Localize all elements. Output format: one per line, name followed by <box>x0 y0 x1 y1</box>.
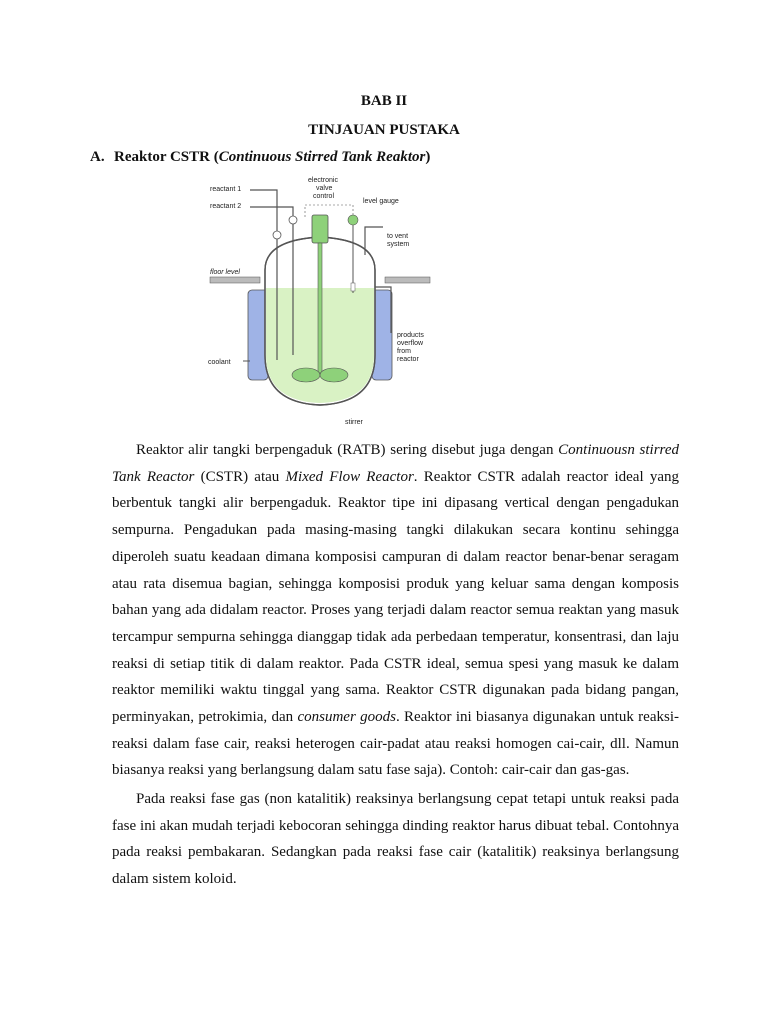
label-products-1: products <box>397 332 424 339</box>
cstr-diagram-svg <box>205 175 435 430</box>
label-stirrer: stirrer <box>345 419 363 426</box>
valve1-icon <box>273 231 281 239</box>
p1-segment-3: (CSTR) atau <box>194 468 286 485</box>
p1-segment-6: consumer goods <box>297 709 396 726</box>
level-gauge-icon <box>348 215 358 225</box>
paragraph-2 <box>112 786 679 893</box>
label-floor-level: floor level <box>210 269 240 276</box>
label-products-3: from <box>397 348 411 355</box>
label-coolant: coolant <box>208 359 231 366</box>
paragraph-1 <box>112 437 679 784</box>
label-valve-3: control <box>313 193 335 200</box>
chapter-title: TINJAUAN PUSTAKA <box>308 122 460 138</box>
p1-segment-2: Continuousn stirred Tank Reactor <box>112 442 679 485</box>
label-products-2: overflow <box>397 340 424 347</box>
chapter-heading: BAB II <box>360 93 408 109</box>
label-level-gauge: level gauge <box>363 198 399 205</box>
stirrer-blade-left <box>292 368 320 382</box>
label-vent-1: to vent <box>387 233 409 240</box>
p1-segment-1: Reaktor alir tangki berpengaduk (RATB) sering disebut juga dengan <box>136 442 559 458</box>
stirrer-shaft <box>318 243 322 373</box>
label-reactant2: reactant 2 <box>210 203 242 210</box>
section-title-italic: Continuous Stirred Tank Reaktor <box>218 149 426 165</box>
label-vent-2: system <box>387 241 410 248</box>
p1-segment-5: . Reaktor CSTR adalah reactor ideal yang berbentuk tangki alir berpengaduk. Reaktor tipe ini dipasang vertical dengan pengadukan sempurna. Pengadukan pada masing-masing tangki dilakukan secara kontinu sehingga diperoleh suatu keadaan dimana komposisi campuran di dalam reactor benar-benar seragam atau rata disemua bagian, sehingga komposisi produk yang keluar sama dengan komposis bahan yang ada didalam reactor. Proses yang terjadi dalam reactor semua reaktan yang masuk tercampur sempurna sehingga dianggap tidak ada perbedaan temperatur, konsentrasi, dan laju reaksi di setiap titik di dalam reaktor. Pada CSTR ideal, semua spesi yang masuk ke dalam reaktor memiliki waktu tinggal yang sama. Reaktor CSTR digunakan pada bidang pangan, perminyakan, petrokimia, dan <box>112 468 680 726</box>
floor-right <box>385 277 430 283</box>
label-products-4: reactor <box>397 356 419 363</box>
stirrer-motor <box>312 215 328 243</box>
valve2-icon <box>289 216 297 224</box>
p1-segment-7: . Reaktor ini biasanya digunakan untuk reaksi-reaksi dalam fase cair, reaksi heterogen cair-padat atau reaksi homogen cai-cair, dll. Namun biasanya reaksi yang berlangsung dalam satu fase saja). Contoh: cair-cair dan gas-gas. <box>112 709 679 779</box>
p2-text: Pada reaksi fase gas (non katalitik) reaksinya berlangsung cepat tetapi untuk reaksi pada fase ini akan mudah terjadi kebocoran sehingga dinding reaktor harus dibuat tebal. Contohnya pada reaksi pembakaran. Sedangkan pada reaksi fase cair (katalitik) reaksinya berlangsung dalam sistem koloid. <box>112 791 679 888</box>
section-title-suffix: ) <box>425 149 431 165</box>
label-valve-1: electronic <box>308 177 338 184</box>
cstr-diagram <box>205 175 435 430</box>
p1-segment-4: Mixed Flow Reactor <box>285 468 414 485</box>
section-number: A. <box>90 149 105 165</box>
stirrer-blade-right <box>320 368 348 382</box>
section-heading <box>90 149 430 166</box>
label-valve-2: valve <box>316 185 333 192</box>
level-gauge-float <box>351 283 355 291</box>
label-reactant1: reactant 1 <box>210 186 242 193</box>
section-title-prefix: Reaktor CSTR ( <box>114 149 219 165</box>
floor-left <box>210 277 260 283</box>
